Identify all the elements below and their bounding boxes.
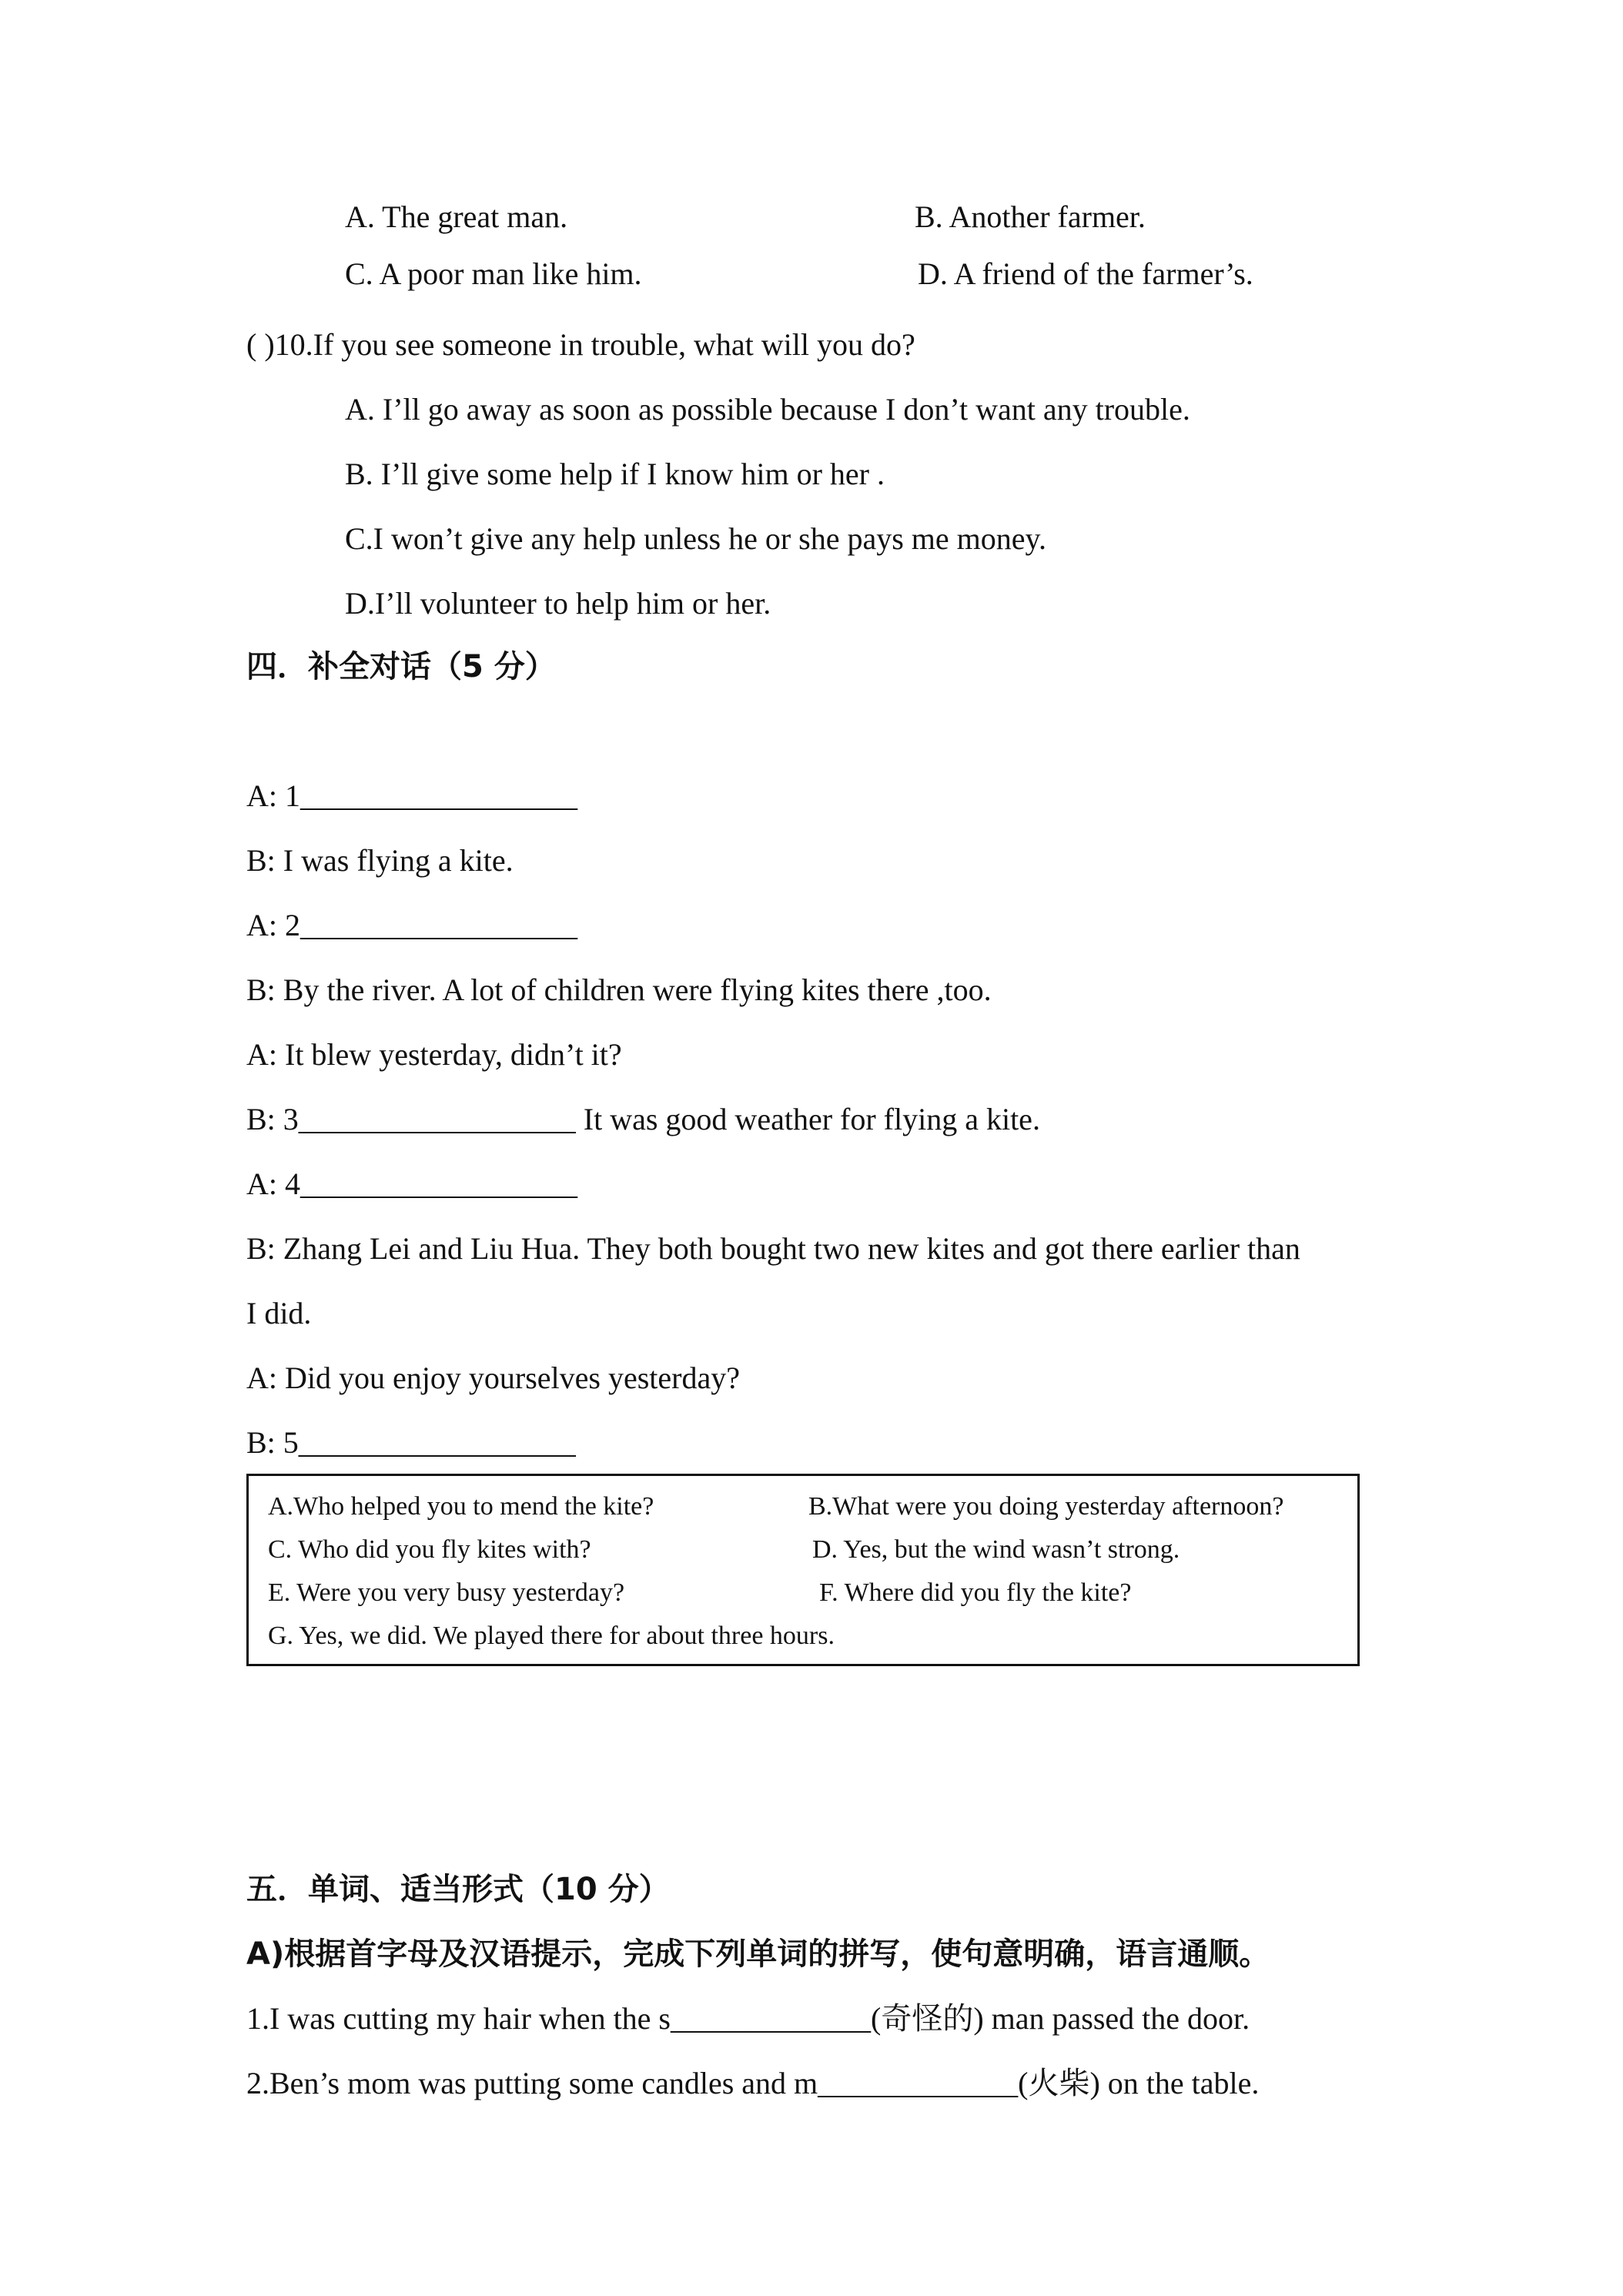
dialogue-line: A: Did you enjoy yourselves yesterday? [246, 1361, 740, 1395]
box-option-e: E. Were you very busy yesterday? [268, 1578, 625, 1607]
q10-option-b: B. I’ll give some help if I know him or her . [345, 457, 885, 491]
options-box [246, 1474, 1360, 1666]
section4-title: 四．补全对话（5 分） [246, 649, 556, 684]
dialogue-line: A: 2__________________ [246, 908, 577, 942]
dialogue-line: A: 4__________________ [246, 1166, 577, 1201]
q9-option-a: A. The great man. [345, 199, 568, 234]
dialogue-line: I did. [246, 1296, 312, 1330]
q10-option-a: A. I’ll go away as soon as possible because I don’t want any trouble. [345, 392, 1190, 427]
dialogue-line: B: 3__________________ It was good weather for flying a kite. [246, 1102, 1040, 1136]
dialogue-line: A: It blew yesterday, didn’t it? [246, 1037, 622, 1072]
box-option-f: F. Where did you fly the kite? [819, 1578, 1132, 1607]
box-option-g: G. Yes, we did. We played there for about three hours. [268, 1622, 835, 1650]
q10-option-c: C.I won’t give any help unless he or she pays me money. [345, 521, 1046, 556]
dialogue-line: B: I was flying a kite. [246, 843, 514, 878]
section5-part-a-instruction: A)根据首字母及汉语提示，完成下列单词的拼写，使句意明确，语言通顺。 [246, 1936, 1270, 1972]
q9-option-c: C. A poor man like him. [345, 256, 642, 291]
dialogue-line: B: By the river. A lot of children were flying kites there ,too. [246, 972, 992, 1007]
dialogue-line: B: Zhang Lei and Liu Hua. They both bought two new kites and got there earlier than [246, 1231, 1300, 1266]
dialogue-line: A: 1__________________ [246, 778, 577, 813]
box-option-c: C. Who did you fly kites with? [268, 1535, 591, 1564]
box-option-b: B.What were you doing yesterday afternoon? [808, 1492, 1284, 1521]
q9-option-d: D. A friend of the farmer’s. [918, 256, 1253, 291]
box-option-d: D. Yes, but the wind wasn’t strong. [812, 1535, 1180, 1564]
dialogue-line: B: 5__________________ [246, 1425, 576, 1460]
q10-option-d: D.I’ll volunteer to help him or her. [345, 586, 771, 621]
section5-item: 2.Ben’s mom was putting some candles and m_____________(火柴) on the table. [246, 2066, 1260, 2100]
q10-stem: ( )10.If you see someone in trouble, what will you do? [246, 327, 915, 362]
q9-option-b: B. Another farmer. [915, 199, 1146, 234]
section5-item: 1.I was cutting my hair when the s_____________(奇怪的) man passed the door. [246, 2001, 1250, 2036]
section5-title: 五．单词、适当形式（10 分） [246, 1872, 670, 1907]
box-option-a: A.Who helped you to mend the kite? [268, 1492, 654, 1521]
